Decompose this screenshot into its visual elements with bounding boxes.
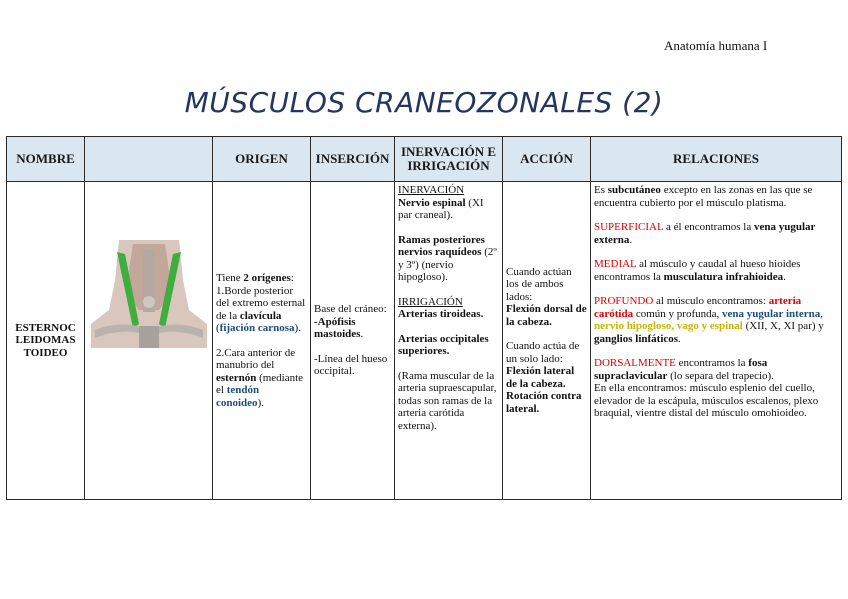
image-cell bbox=[85, 182, 213, 500]
inervacion-cell bbox=[395, 182, 503, 500]
muscle-name-text: ESTERNOCLEIDOMASTOIDEO bbox=[15, 321, 76, 359]
inervacion-nerve: INERVACIÓN Nervio espinal (XI par craneal). bbox=[398, 184, 484, 221]
irrigacion-occipitales: Arterias occipitales superiores. bbox=[398, 332, 489, 357]
accion-both: Cuando actúan los de ambos lados: Flexión dorsal de la cabeza. bbox=[506, 265, 587, 328]
irrigacion-rama: (Rama muscular de la arteria supraescapular, todas son ramas de la arteria carótida externa). bbox=[398, 369, 497, 432]
origen-second: 2.Cara anterior de manubrio del esternón (mediante el tendón conoideo). bbox=[216, 346, 304, 409]
muscle-name bbox=[7, 182, 85, 500]
relaciones-medial: MEDIAL al músculo y caudal al hueso hioides encontramos la musculatura infrahioidea. bbox=[594, 258, 801, 283]
col-header-image bbox=[85, 137, 213, 182]
muscle-table bbox=[6, 136, 842, 500]
insercion-occipital: -Línea del hueso occipital. bbox=[314, 352, 388, 378]
origen-intro: Tiene 2 orígenes: 1.Borde posterior del extremo esternal de la clavícula (fijación carnosa). bbox=[216, 272, 306, 334]
header-note: Anatomía humana I bbox=[664, 38, 768, 53]
col-header-inervacion: INERVACIÓN E IRRIGACIÓN bbox=[395, 137, 503, 182]
relaciones-superficial: SUPERFICIAL a él encontramos la vena yugular externa. bbox=[594, 221, 816, 246]
accion-one: Cuando actúa de un solo lado: Flexión lateral de la cabeza. Rotación contra lateral. bbox=[506, 340, 582, 415]
irrigacion-tiroideas: IRRIGACIÓN Arterias tiroideas. bbox=[398, 295, 484, 320]
page-title: MÚSCULOS CRANEOZONALES (2) bbox=[184, 86, 664, 119]
insercion-main: Base del cráneo: -Apófisis mastoides. bbox=[314, 303, 387, 341]
accion-cell bbox=[503, 182, 591, 500]
insercion-cell bbox=[311, 182, 395, 500]
col-header-insercion: INSERCIÓN bbox=[311, 137, 395, 182]
table-row bbox=[7, 182, 842, 500]
col-header-accion: ACCIÓN bbox=[503, 137, 591, 182]
inervacion-ramas: Ramas posteriores nervios raquídeos (2º y 3º) (nervio hipogloso). bbox=[398, 233, 497, 283]
relaciones-dorsal: DORSALMENTE encontramos la fosa supraclavicular (lo separa del trapecio). En ella encontramos: músculo esplenio del cuello, elevador de la escápula, músculos escalenos, plexo braquial, vientre distal del músculo omohioideo. bbox=[594, 357, 819, 419]
relaciones-profundo: PROFUNDO al músculo encontramos: arteria carótida común y profunda, vena yugular interna, nervio hipogloso, vago y espinal (XII, X, XI par) y ganglios linfáticos. bbox=[594, 295, 824, 345]
origen-cell bbox=[213, 182, 311, 500]
table-header-row bbox=[7, 137, 842, 182]
relaciones-subcutaneo: Es subcutáneo excepto en las zonas en las que se encuentra cubierto por el músculo platisma. bbox=[594, 184, 813, 209]
col-header-relaciones: RELACIONES bbox=[591, 137, 842, 182]
col-header-nombre: NOMBRE bbox=[7, 137, 85, 182]
neck-muscle-illustration bbox=[89, 240, 209, 348]
col-header-origen: ORIGEN bbox=[213, 137, 311, 182]
relaciones-cell bbox=[591, 182, 842, 500]
